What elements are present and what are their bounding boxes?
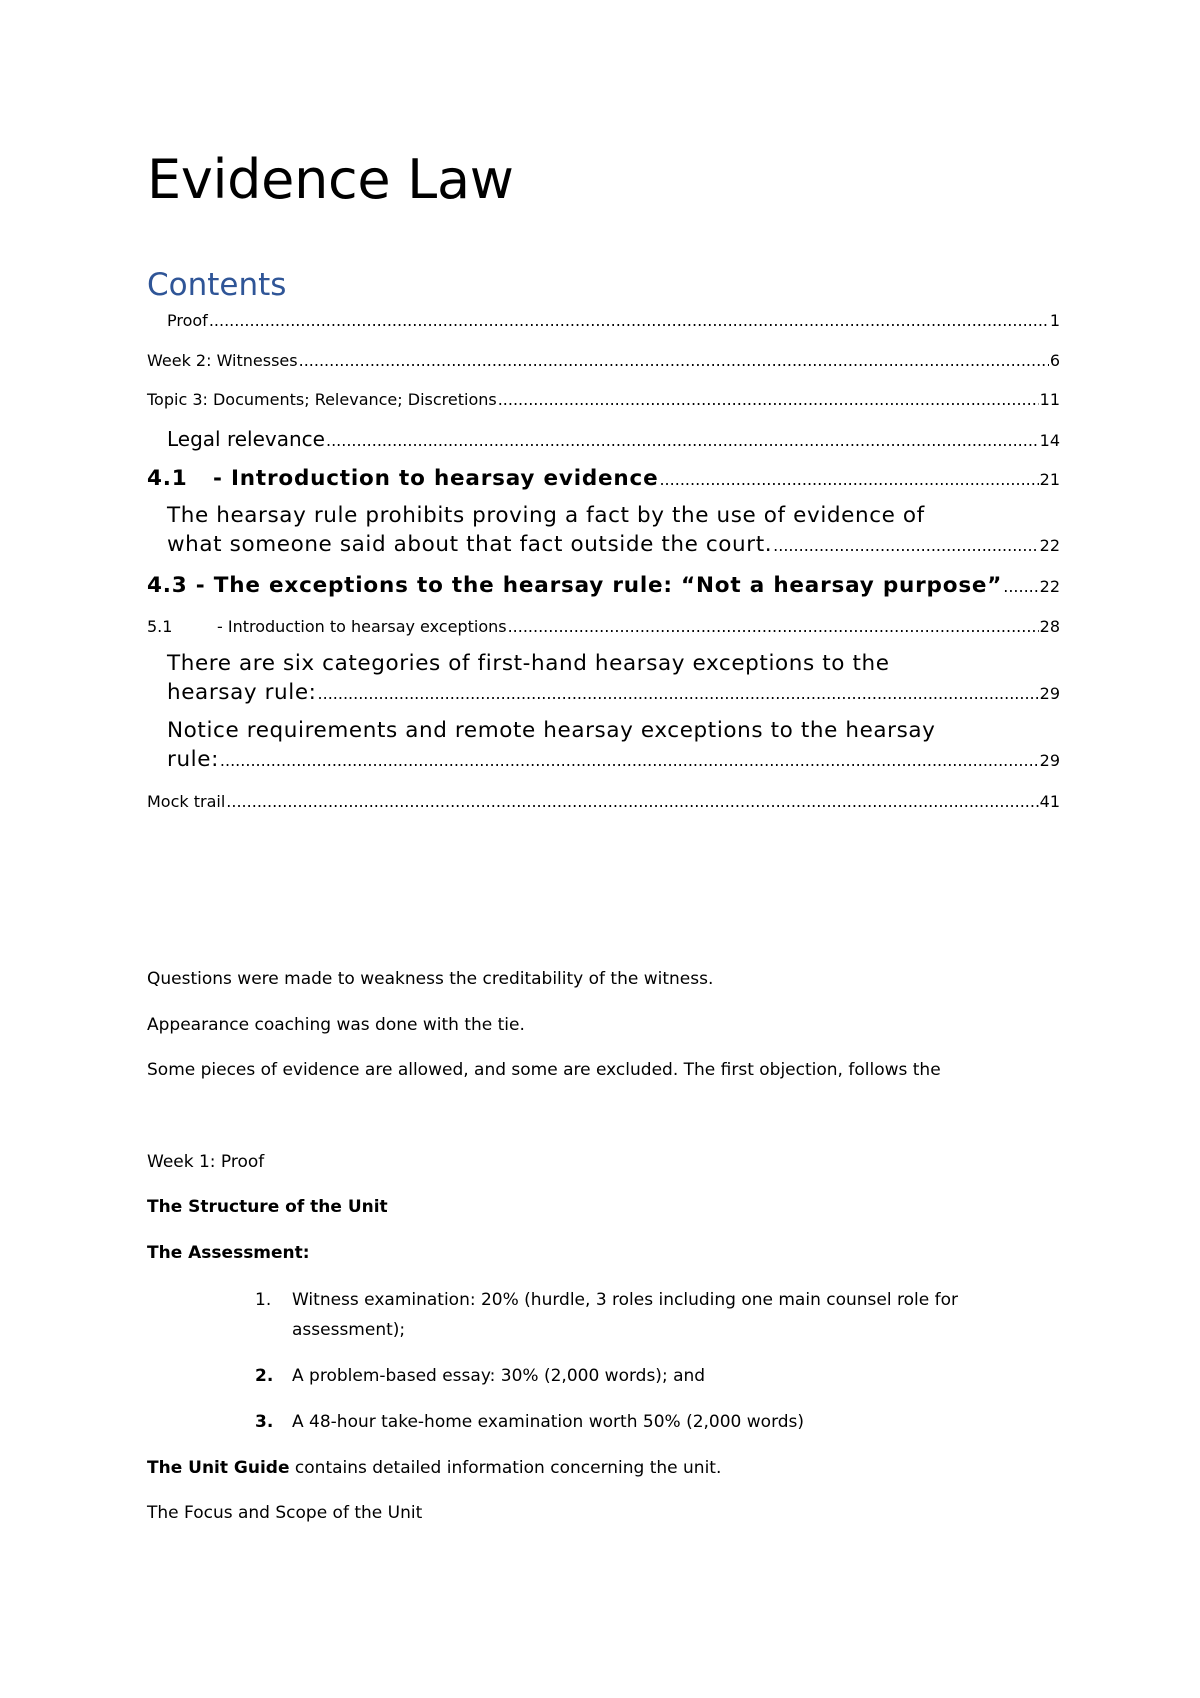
body-paragraph: Some pieces of evidence are allowed, and some are excluded. The first objection, follows the <box>147 1060 941 1080</box>
toc-leader-dots <box>508 617 1039 637</box>
toc-entry-label: There are six categories of first-hand hearsay exceptions to the <box>167 651 890 676</box>
toc-entry-label: Topic 3: Documents; Relevance; Discretions <box>147 390 497 409</box>
toc-page-number: 1 <box>1049 311 1060 330</box>
toc-entry-week-2[interactable] <box>147 351 1060 371</box>
toc-page-number: 11 <box>1039 390 1060 409</box>
toc-entry-notice-requirements[interactable] <box>147 716 1060 774</box>
toc-entry-label <box>147 464 658 493</box>
toc-leader-dots <box>299 351 1049 371</box>
unit-guide-bold: The Unit Guide <box>147 1458 290 1478</box>
toc-entry-label: Mock trail <box>147 792 226 811</box>
toc-entry-proof[interactable] <box>147 311 1060 331</box>
toc-page-number: 14 <box>1039 431 1060 450</box>
toc-page-number: 28 <box>1039 617 1060 636</box>
body-paragraph: Questions were made to weakness the creditability of the witness. <box>147 969 714 989</box>
toc-entry-4-3[interactable] <box>147 571 1060 600</box>
toc-entry-label-continued: what someone said about that fact outside the court. <box>167 532 773 557</box>
list-item-number: 3. <box>255 1412 274 1432</box>
toc-entry-label: The hearsay rule prohibits proving a fact by the use of evidence of <box>167 503 925 528</box>
list-item-text: A 48-hour take-home examination worth 50% (2,000 words) <box>292 1412 805 1432</box>
toc-leader-dots <box>659 470 1038 490</box>
assessment-heading: The Assessment: <box>147 1243 310 1263</box>
toc-page-number: 41 <box>1039 792 1060 811</box>
toc-entry-hearsay-rule-prohibits[interactable] <box>147 501 1060 559</box>
toc-entry-label <box>147 617 507 637</box>
structure-heading: The Structure of the Unit <box>147 1197 388 1217</box>
toc-section-number: 4.1 <box>147 466 188 491</box>
toc-entry-label: 4.3 - The exceptions to the hearsay rule: “Not a hearsay purpose” <box>147 573 1003 598</box>
toc-page-number: 29 <box>1039 751 1060 770</box>
toc-leader-dots <box>326 431 1039 451</box>
unit-guide-paragraph <box>147 1457 721 1479</box>
week-1-heading: Week 1: Proof <box>147 1152 265 1172</box>
toc-entry-label-continued: hearsay rule: <box>167 680 317 705</box>
toc-entry-label-continued: rule: <box>167 747 219 772</box>
document-title: Evidence Law <box>147 148 514 211</box>
toc-entry-legal-relevance[interactable] <box>147 426 1060 452</box>
toc-leader-dots <box>773 536 1038 556</box>
toc-entry-5-1[interactable] <box>147 617 1060 637</box>
toc-page-number: 29 <box>1039 684 1060 703</box>
list-item-number: 2. <box>255 1366 274 1386</box>
unit-guide-text: contains detailed information concerning the unit. <box>289 1458 722 1478</box>
toc-leader-dots <box>220 751 1039 771</box>
toc-entry-4-1[interactable] <box>147 464 1060 493</box>
list-item-text: Witness examination: 20% (hurdle, 3 roles including one main counsel role for assessment); <box>292 1290 958 1340</box>
toc-entry-label: Week 2: Witnesses <box>147 351 298 370</box>
toc-leader-dots <box>209 311 1049 331</box>
toc-page-number: 22 <box>1039 536 1060 555</box>
toc-page-number: 6 <box>1049 351 1060 370</box>
focus-scope-heading: The Focus and Scope of the Unit <box>147 1503 423 1523</box>
list-item-number: 1. <box>255 1290 272 1310</box>
toc-entry-label: Legal relevance <box>167 427 325 451</box>
contents-heading: Contents <box>147 267 287 303</box>
toc-leader-dots <box>226 792 1038 812</box>
toc-leader-dots <box>498 390 1039 410</box>
body-paragraph: Appearance coaching was done with the tie. <box>147 1015 525 1035</box>
toc-leader-dots <box>318 684 1039 704</box>
toc-entry-six-categories[interactable] <box>147 649 1060 707</box>
toc-leader-dots <box>1003 577 1038 597</box>
toc-page-number: 21 <box>1039 470 1060 489</box>
toc-entry-label: Notice requirements and remote hearsay exceptions to the hearsay <box>167 718 936 743</box>
toc-section-title: - Introduction to hearsay evidence <box>213 466 659 491</box>
toc-entry-topic-3[interactable] <box>147 390 1060 410</box>
toc-section-title: - Introduction to hearsay exceptions <box>217 617 507 636</box>
toc-entry-mock-trail[interactable] <box>147 792 1060 812</box>
toc-page-number: 22 <box>1039 577 1060 596</box>
toc-section-number: 5.1 <box>147 617 173 636</box>
toc-entry-label: Proof <box>167 311 208 330</box>
list-item-text: A problem-based essay: 30% (2,000 words); and <box>292 1366 706 1386</box>
list-item <box>255 1285 1035 1345</box>
